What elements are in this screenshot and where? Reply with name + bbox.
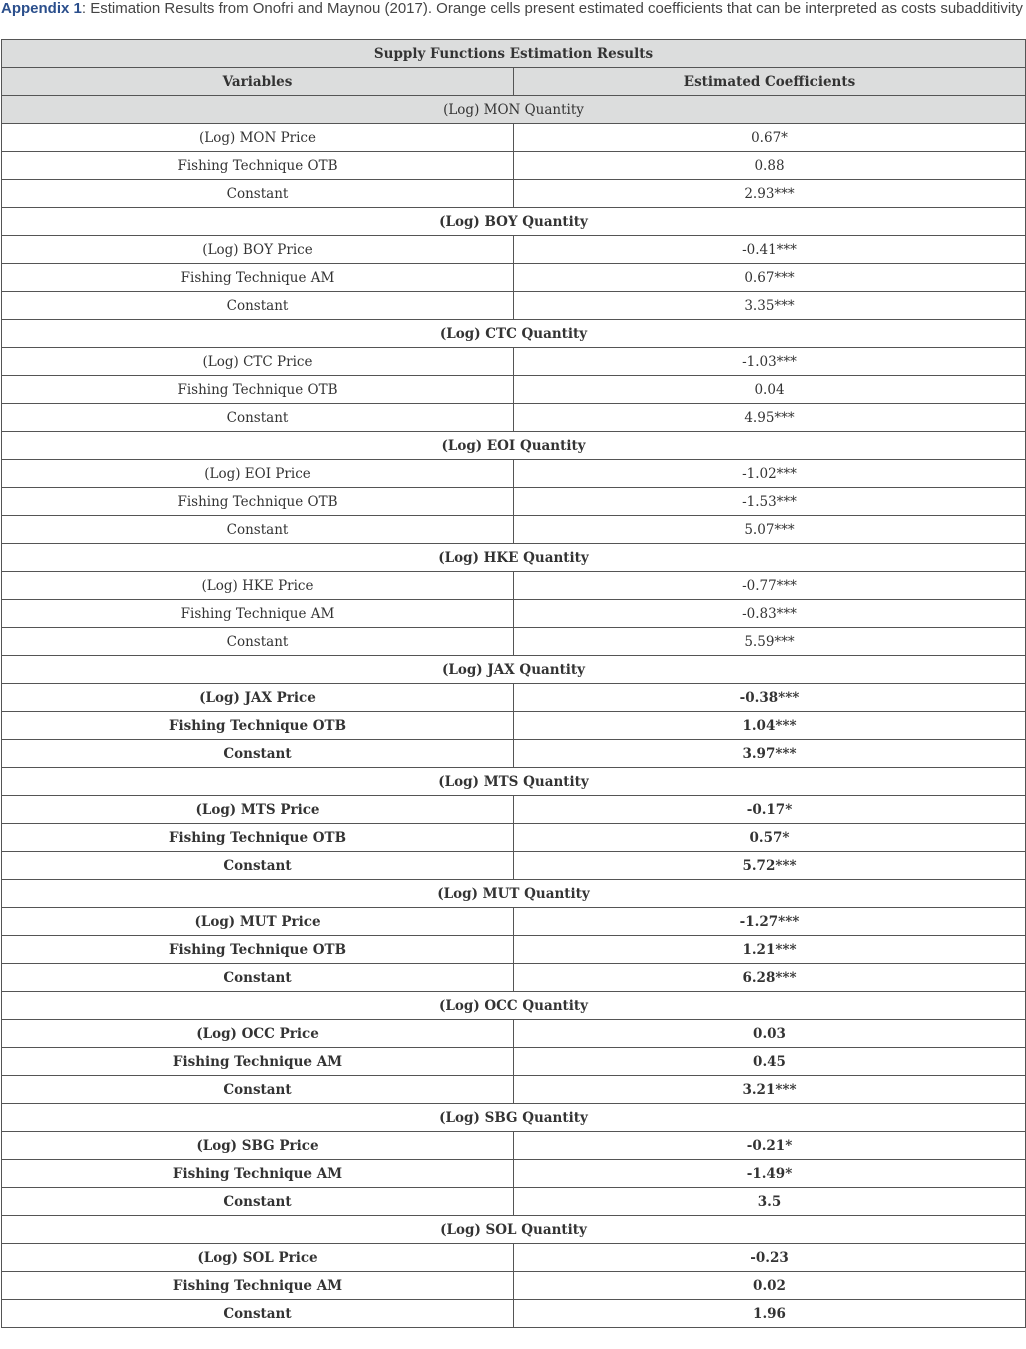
table-row <box>2 236 1026 264</box>
coefficient-cell: 5.72*** <box>514 852 1026 880</box>
variable-cell: (Log) EOI Price <box>2 460 514 488</box>
group-heading-row <box>2 656 1026 684</box>
coefficient-cell: 0.02 <box>514 1272 1026 1300</box>
table-row <box>2 572 1026 600</box>
table-row <box>2 824 1026 852</box>
variable-cell: (Log) SOL Price <box>2 1244 514 1272</box>
group-heading-row <box>2 1216 1026 1244</box>
table-row <box>2 376 1026 404</box>
coefficient-cell: 1.04*** <box>514 712 1026 740</box>
column-header-row <box>2 68 1026 96</box>
table-row <box>2 1300 1026 1328</box>
variable-cell: (Log) BOY Price <box>2 236 514 264</box>
coefficient-cell: 5.07*** <box>514 516 1026 544</box>
variable-cell: Constant <box>2 1300 514 1328</box>
coefficient-cell: -1.49* <box>514 1160 1026 1188</box>
variable-cell: (Log) MUT Price <box>2 908 514 936</box>
coefficient-cell: -0.21* <box>514 1132 1026 1160</box>
group-heading: (Log) BOY Quantity <box>2 208 1026 236</box>
coefficient-cell: 3.5 <box>514 1188 1026 1216</box>
coefficient-cell: 6.28*** <box>514 964 1026 992</box>
coefficient-cell: 2.93*** <box>514 180 1026 208</box>
coefficient-cell: 1.96 <box>514 1300 1026 1328</box>
group-heading: (Log) SBG Quantity <box>2 1104 1026 1132</box>
table-row <box>2 124 1026 152</box>
variable-cell: Constant <box>2 1188 514 1216</box>
variable-cell: Fishing Technique AM <box>2 264 514 292</box>
variable-cell: (Log) CTC Price <box>2 348 514 376</box>
table-row <box>2 1132 1026 1160</box>
table-row <box>2 1272 1026 1300</box>
group-heading: (Log) MTS Quantity <box>2 768 1026 796</box>
group-heading: (Log) JAX Quantity <box>2 656 1026 684</box>
group-heading: (Log) CTC Quantity <box>2 320 1026 348</box>
group-heading-row <box>2 880 1026 908</box>
variable-cell: Fishing Technique AM <box>2 1272 514 1300</box>
variable-cell: (Log) JAX Price <box>2 684 514 712</box>
table-row <box>2 1160 1026 1188</box>
coefficient-cell: -0.41*** <box>514 236 1026 264</box>
col-header-coefficients: Estimated Coefficients <box>514 68 1026 96</box>
table-row <box>2 796 1026 824</box>
variable-cell: Constant <box>2 180 514 208</box>
group-heading-row <box>2 320 1026 348</box>
coefficient-cell: 3.21*** <box>514 1076 1026 1104</box>
table-row <box>2 628 1026 656</box>
variable-cell: Constant <box>2 292 514 320</box>
variable-cell: Constant <box>2 628 514 656</box>
coefficient-cell: -1.02*** <box>514 460 1026 488</box>
coefficient-cell: -0.77*** <box>514 572 1026 600</box>
table-row <box>2 1076 1026 1104</box>
group-heading: (Log) OCC Quantity <box>2 992 1026 1020</box>
coefficient-cell: 1.21*** <box>514 936 1026 964</box>
variable-cell: Fishing Technique AM <box>2 1048 514 1076</box>
variable-cell: Fishing Technique AM <box>2 600 514 628</box>
variable-cell: Constant <box>2 740 514 768</box>
table-row <box>2 712 1026 740</box>
table-row <box>2 936 1026 964</box>
caption-label: Appendix 1 <box>1 0 82 17</box>
coefficient-cell: -1.53*** <box>514 488 1026 516</box>
group-heading: (Log) SOL Quantity <box>2 1216 1026 1244</box>
variable-cell: Constant <box>2 852 514 880</box>
table-row <box>2 488 1026 516</box>
variable-cell: Fishing Technique OTB <box>2 936 514 964</box>
coefficient-cell: 0.57* <box>514 824 1026 852</box>
group-heading: (Log) HKE Quantity <box>2 544 1026 572</box>
group-heading-row <box>2 1104 1026 1132</box>
coefficient-cell: 0.03 <box>514 1020 1026 1048</box>
table-row <box>2 180 1026 208</box>
variable-cell: Fishing Technique OTB <box>2 376 514 404</box>
table-row <box>2 600 1026 628</box>
group-heading-row <box>2 96 1026 124</box>
variable-cell: (Log) MTS Price <box>2 796 514 824</box>
caption-text: : Estimation Results from Onofri and Maynou (2017). Orange cells present estimated coefficients that can be interpreted as costs subadditivity <box>81 0 1023 17</box>
table-row <box>2 1048 1026 1076</box>
variable-cell: Fishing Technique AM <box>2 1160 514 1188</box>
table-row <box>2 1020 1026 1048</box>
variable-cell: (Log) MON Price <box>2 124 514 152</box>
coefficient-cell: -0.83*** <box>514 600 1026 628</box>
table-row <box>2 264 1026 292</box>
table-body-bold <box>2 656 1026 1328</box>
table-head <box>2 40 1026 96</box>
variable-cell: Fishing Technique OTB <box>2 152 514 180</box>
table-row <box>2 404 1026 432</box>
variable-cell: Constant <box>2 1076 514 1104</box>
coefficient-cell: 3.97*** <box>514 740 1026 768</box>
group-heading-row <box>2 208 1026 236</box>
coefficient-cell: 4.95*** <box>514 404 1026 432</box>
col-header-variables: Variables <box>2 68 514 96</box>
table-row <box>2 964 1026 992</box>
variable-cell: Constant <box>2 964 514 992</box>
table-row <box>2 1244 1026 1272</box>
table-row <box>2 348 1026 376</box>
coefficient-cell: 0.45 <box>514 1048 1026 1076</box>
table-body-regular <box>2 96 1026 656</box>
coefficient-cell: 0.04 <box>514 376 1026 404</box>
coefficient-cell: 3.35*** <box>514 292 1026 320</box>
variable-cell: (Log) HKE Price <box>2 572 514 600</box>
table-row <box>2 684 1026 712</box>
table-row <box>2 740 1026 768</box>
group-heading: (Log) EOI Quantity <box>2 432 1026 460</box>
table-title: Supply Functions Estimation Results <box>2 40 1026 68</box>
coefficient-cell: 5.59*** <box>514 628 1026 656</box>
coefficient-cell: -0.23 <box>514 1244 1026 1272</box>
coefficient-cell: 0.67* <box>514 124 1026 152</box>
table-row <box>2 292 1026 320</box>
table-row <box>2 908 1026 936</box>
variable-cell: Constant <box>2 516 514 544</box>
supply-functions-table <box>1 39 1026 1328</box>
group-heading-row <box>2 992 1026 1020</box>
coefficient-cell: -0.38*** <box>514 684 1026 712</box>
table-row <box>2 152 1026 180</box>
group-heading: (Log) MUT Quantity <box>2 880 1026 908</box>
variable-cell: Fishing Technique OTB <box>2 712 514 740</box>
variable-cell: (Log) SBG Price <box>2 1132 514 1160</box>
title-row <box>2 40 1026 68</box>
group-heading-row <box>2 768 1026 796</box>
coefficient-cell: 0.88 <box>514 152 1026 180</box>
variable-cell: (Log) OCC Price <box>2 1020 514 1048</box>
table-row <box>2 460 1026 488</box>
group-heading: (Log) MON Quantity <box>2 96 1026 124</box>
variable-cell: Constant <box>2 404 514 432</box>
coefficient-cell: -0.17* <box>514 796 1026 824</box>
table-caption <box>1 0 1023 17</box>
table-row <box>2 516 1026 544</box>
variable-cell: Fishing Technique OTB <box>2 488 514 516</box>
coefficient-cell: -1.03*** <box>514 348 1026 376</box>
table-row <box>2 852 1026 880</box>
table-row <box>2 1188 1026 1216</box>
coefficient-cell: 0.67*** <box>514 264 1026 292</box>
variable-cell: Fishing Technique OTB <box>2 824 514 852</box>
group-heading-row <box>2 544 1026 572</box>
coefficient-cell: -1.27*** <box>514 908 1026 936</box>
group-heading-row <box>2 432 1026 460</box>
